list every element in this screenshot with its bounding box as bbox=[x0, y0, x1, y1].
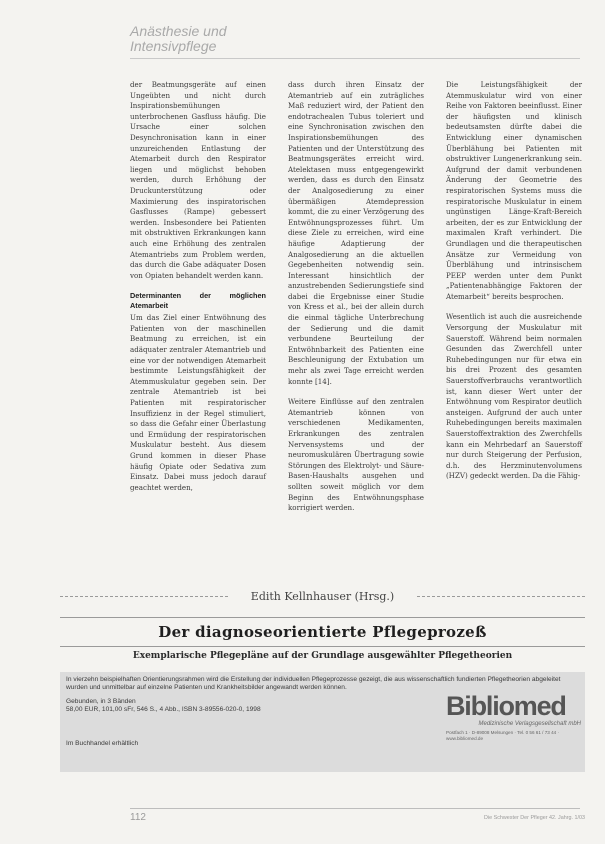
bibliomed-logo bbox=[446, 692, 581, 756]
logo-tagline: Medizinische Verlagsgesellschaft mbH bbox=[478, 721, 581, 727]
ad-book-title: Der diagnoseorientierte Pflegeprozeß bbox=[158, 623, 487, 641]
article-body bbox=[130, 80, 584, 585]
paragraph: Weitere Einflüsse auf den zentralen Atemantrieb können von verschiedenen Medikamenten, Erkrankungen des zentralen Nervensystems und der neuromuskulären Übertragung sowie Störungen des Elektrolyt- und Säure-Basen-Haushalts ausgehen und sollten soweit möglich vor dem Beginn des Entwöhnungsphase korrigiert werden. bbox=[288, 397, 424, 513]
logo-wordmark bbox=[446, 692, 581, 720]
article-column-1 bbox=[130, 80, 266, 503]
section-header bbox=[130, 24, 227, 54]
footer-divider bbox=[130, 808, 580, 809]
logo-address: Postfach 1 · D-89008 Melsungen · Tel. 0 56 61 / 73 44 · www.bibliomed.de bbox=[446, 730, 560, 741]
ad-author-line bbox=[60, 590, 585, 603]
ad-details bbox=[66, 698, 426, 715]
ad-info-box bbox=[60, 672, 585, 772]
paragraph: Wesentlich ist auch die ausreichende Versorgung der Muskulatur mit Sauerstoff. Während beim normalen Gesunden das Zwerchfell unter Ruhebedingungen nur für etwa ein bis drei Prozent des gesamten Sauerstoffverbrauchs verantwortlich ist, kann dieser Wert unter der Entwöhnung vom Respirator deutlich ansteigen. Aufgrund der auch unter Ruhebedingungen bereits maximalen Sauerstoffextraktion des Zwerchfells kann ein Mehrbedarf an Sauerstoff nur durch Steigerung der Perfusion, d.h. des Herzminutenvolumens (HZV) gedeckt werden. Da die Fähig- bbox=[446, 312, 582, 481]
ad-book-subtitle: Exemplarische Pflegepläne auf der Grundlage ausgewählter Pflegetheorien bbox=[132, 651, 513, 661]
journal-reference: Die Schwester Der Pfleger 42. Jahrg. 1/03 bbox=[484, 815, 585, 821]
header-divider bbox=[130, 58, 580, 59]
ad-rule-top bbox=[60, 617, 585, 618]
dashed-divider bbox=[60, 596, 228, 597]
ad-rule-bottom bbox=[60, 646, 585, 647]
logo-word-a: Biblio bbox=[446, 691, 514, 721]
paragraph: dass durch ihren Einsatz der Atemantrieb auf ein zuträgliches Maß reduziert wird, der Patient den endotrachealen Tubus toleriert und eine Synchronisation zwischen den Inspirationsbemühungen des Patienten und der Unterstützung des Beatmungsgerätes erreicht wird. Atelektasen muss entgegengewirkt werden, dass es durch den Einsatz der Analgosedierung zu einer übermäßigen Atemdepression kommt, die zu einer Verzögerung des Entwöhnungsprozesses führt. Um diese Ziele zu erreichen, wird eine häufige Adaptierung der Analgosedierung an die aktuellen Gegebenheiten notwendig sein. Interessant hinsichtlich der anzustrebenden Sedierungstiefe sind dabei die Ergebnisse einer Studie von Kress et al., bei der allein durch die einmal tägliche Unterbrechung der Sedierung und die damit verbundene Beurteilung der Entwöhnbarkeit des Patienten eine Beschleunigung der Extubation um mehr als zwei Tage erreicht werden konnte [14]. bbox=[288, 80, 424, 386]
ad-price: 58,00 EUR, 101,00 sFr, 546 S., 4 Abb., ISBN 3-89556-020-0, 1998 bbox=[66, 706, 261, 714]
ad-format: Gebunden, in 3 Bänden bbox=[66, 698, 136, 705]
ad-availability: Im Buchhandel erhältlich bbox=[66, 740, 139, 747]
logo-word-b: med bbox=[513, 691, 566, 721]
section-header-line-2: Intensivpflege bbox=[130, 38, 217, 54]
paragraph: Die Leistungsfähigkeit der Atemmuskulatur wird von einer Reihe von Faktoren beeinflusst. Einer der häufigsten und klinisch bedeutsamsten dürfte dabei die Entwicklung einer dynamischen Überblähung bei Patienten mit obstruktiver Lungenerkrankung sein. Aufgrund der damit verbundenen Änderung der Geometrie des respiratorischen Systems muss die respiratorische Muskulatur in einem ungünstigen Länge-Kraft-Bereich arbeiten, der es zur Entwicklung der maximalen Kraft verhindert. Die Grundlagen und die therapeutischen Ansätze zur Vermeidung von Überblähung und intrinsischem PEEP werden unter dem Punkt „Patientenabhängige Faktoren der Atemarbeit“ bereits besprochen. bbox=[446, 80, 582, 301]
dashed-divider bbox=[417, 596, 585, 597]
ad-description: In vierzehn beispielhaften Orientierungsrahmen wird die Erstellung der individuellen Pflegeprozesse gezeigt, die aus wissenschaftlich fundierten Pflegetheorien abgeleitet wurden und unmittelbar auf einzelne Patienten und Krankheitsbilder angewandt werden können. bbox=[66, 676, 561, 692]
article-column-2 bbox=[288, 80, 424, 524]
section-header-line-1: Anästhesie und bbox=[130, 23, 227, 39]
ad-author: Edith Kellnhauser (Hrsg.) bbox=[250, 590, 395, 603]
paragraph: Um das Ziel einer Entwöhnung des Patienten von der maschinellen Beatmung zu erreichen, ist ein adäquater zentraler Atemantrieb und eine vor der notwendigen Atemarbeit bestimmte Leistungsfähigkeit der Atemmuskulatur gegeben sein. Der zentrale Atemantrieb ist bei Patienten mit respiratorischer Insuffizienz in der Regel stimuliert, so dass die Gefahr einer Überlastung und Ermüdung der respiratorischen Muskulatur besteht. Aus diesem Grund kommen in dieser Phase häufig Opiate oder Sedativa zum Einsatz. Dabei muss jedoch darauf geachtet werden, bbox=[130, 313, 266, 492]
paragraph: der Beatmungsgeräte auf einen Ungeübten und nicht durch Inspirationsbemühungen unterbrochenen Gasfluss häufig. Die Ursache einer solchen Desynchronisation kann in einer unzureichenden Entlastung der Atemarbeit durch den Respirator liegen und möglichst behoben werden, durch Erhöhung der Druckunterstützung oder Maximierung des inspiratorischen Gasflusses (Rampe) gebessert werden. Insbesondere bei Patienten mit obstruktiven Erkrankungen kann auch eine Erhöhung des zentralen Atemantriebs zum Problem werden, das durch die Gabe adäquater Dosen von Opiaten behandelt werden kann. bbox=[130, 80, 266, 280]
article-column-3 bbox=[446, 80, 582, 492]
page-number: 112 bbox=[130, 812, 146, 823]
subheading: Determinanten der möglichen Atemarbeit bbox=[130, 291, 266, 311]
